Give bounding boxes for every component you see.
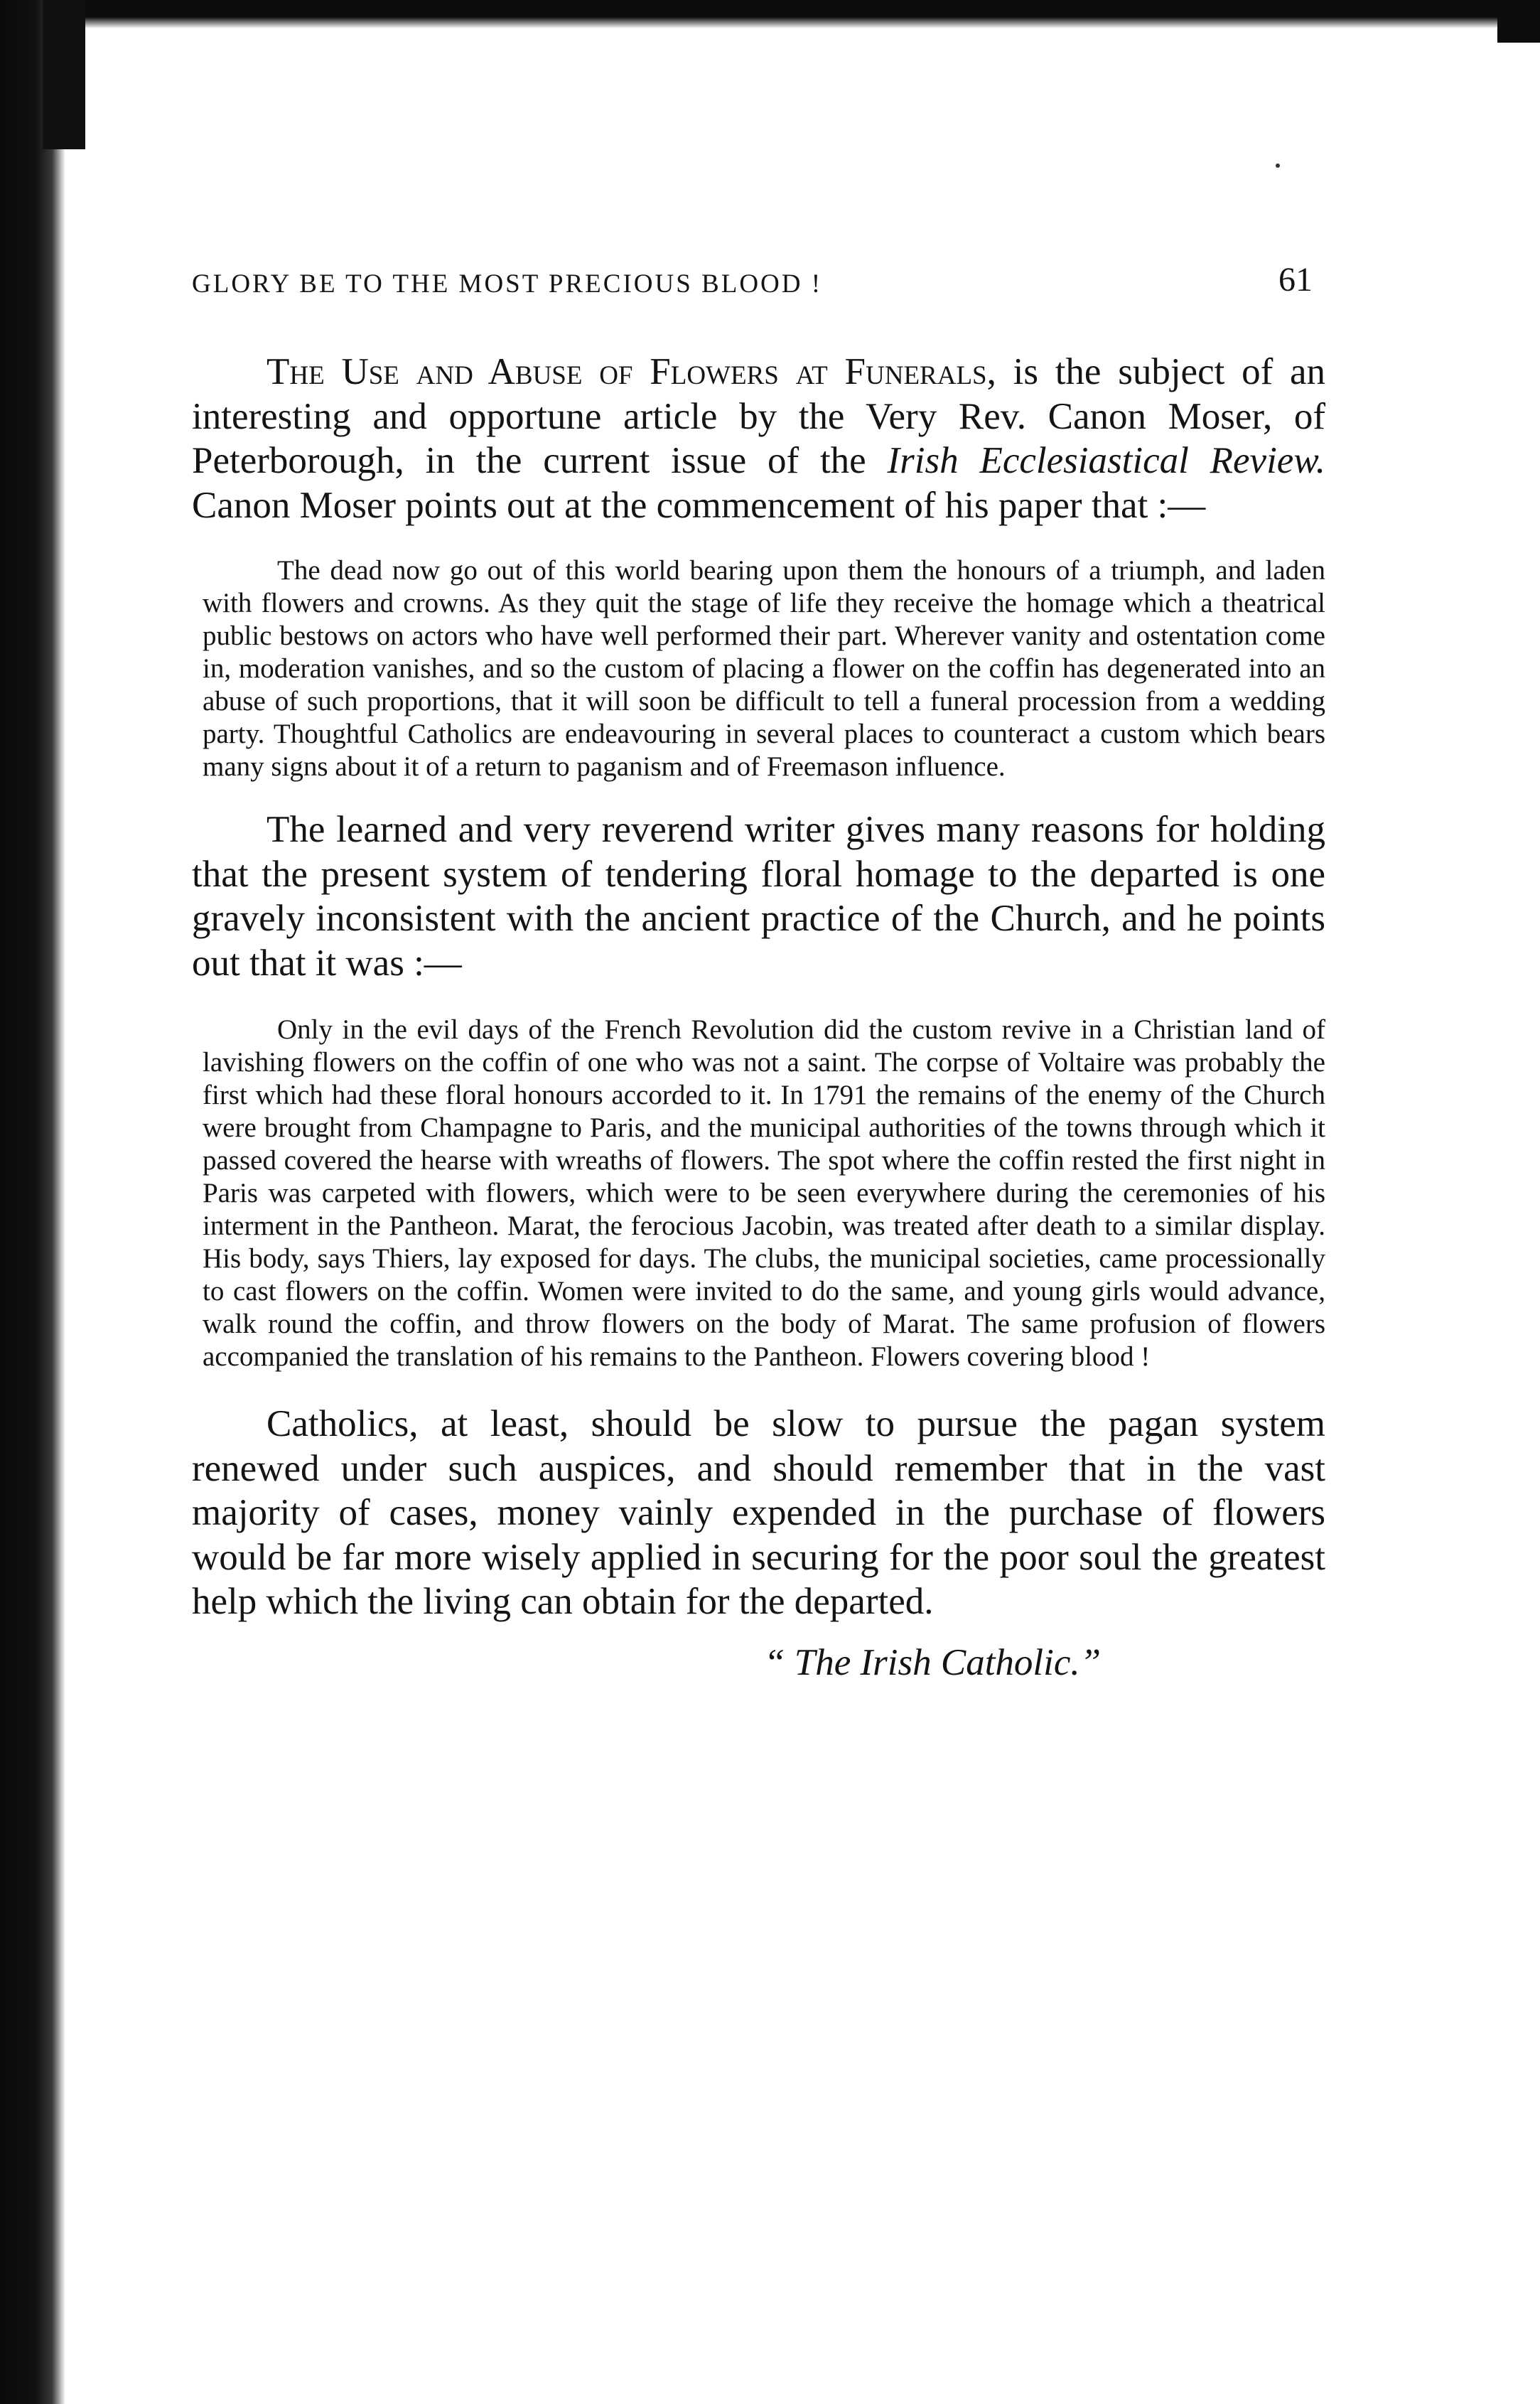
paragraph-2: The learned and very reverend writer gives many reasons for holding that the present system of tendering floral homage to the departed is one gravely inconsistent with the ancient practice of the Church, and he points out that it was :—: [192, 809, 1325, 984]
intro-text: is the subject of an interesting and opportune article by the Very Rev. Canon Moser, of Peterborough, in the current issue of the: [192, 351, 1325, 481]
running-title: GLORY BE TO THE MOST PRECIOUS BLOOD !: [192, 269, 823, 299]
scan-edge-notch: [43, 0, 85, 149]
page-number: 61: [1278, 261, 1313, 299]
scan-corner-shadow: [1497, 0, 1540, 43]
scan-left-edge: [0, 0, 65, 2404]
scan-top-edge: [0, 0, 1540, 28]
page-content: [192, 256, 1325, 1684]
intro-paragraph: [192, 350, 1325, 527]
page-header: [192, 256, 1325, 306]
journal-title: Irish Ecclesiastical Review.: [887, 440, 1325, 481]
scan-speck: [1276, 163, 1280, 168]
paragraph-3: Catholics, at least, should be slow to pursue the pagan system renewed under such auspices, and should remember that in the vast majority of cases, money vainly expended in the purchase of flowers would be far more wisely applied in securing for the poor soul the greatest help which the living can obtain for the departed.: [192, 1403, 1325, 1622]
intro-text-end: Canon Moser points out at the commencement of his paper that :—: [192, 484, 1206, 526]
block-quote-1: The dead now go out of this world bearing upon them the honours of a triumph, and laden with flowers and crowns. As they quit the stage of life they receive the homage which a theatrical public bestows on actors who have well performed their part. Wherever vanity and ostentation come in, moderation vanishes, and so the custom of placing a flower on the coffin has degenerated into an abuse of such proportions, that it will soon be difficult to tell a funeral procession from a wedding party. Thoughtful Catholics are endeavouring in several places to counteract a custom which bears many signs about it of a return to paganism and of Freemason influence.: [203, 555, 1325, 782]
article-title: The Use and Abuse of Flowers at Funerals,: [266, 351, 996, 392]
block-quote-2: Only in the evil days of the French Revolution did the custom revive in a Christian land of lavishing flowers on the coffin of one who was not a saint. The corpse of Voltaire was probably the first which had these floral honours accorded to it. In 1791 the remains of the enemy of the Church were brought from Champagne to Paris, and the municipal authorities of the towns through which it passed covered the hearse with wreaths of flowers. The spot where the coffin rested the first night in Paris was carpeted with flowers, which were to be seen everywhere during the ceremonies of his interment in the Pantheon. Marat, the ferocious Jacobin, was treated after death to a similar display. His body, says Thiers, lay exposed for days. The clubs, the municipal societies, came processionally to cast flowers on the coffin. Women were invited to do the same, and young girls would advance, walk round the coffin, and throw flowers on the body of Marat. The same profusion of flowers accompanied the translation of his remains to the Pantheon. Flowers covering blood !: [203, 1014, 1325, 1372]
attribution: “ The Irish Catholic.”: [764, 1641, 1102, 1683]
